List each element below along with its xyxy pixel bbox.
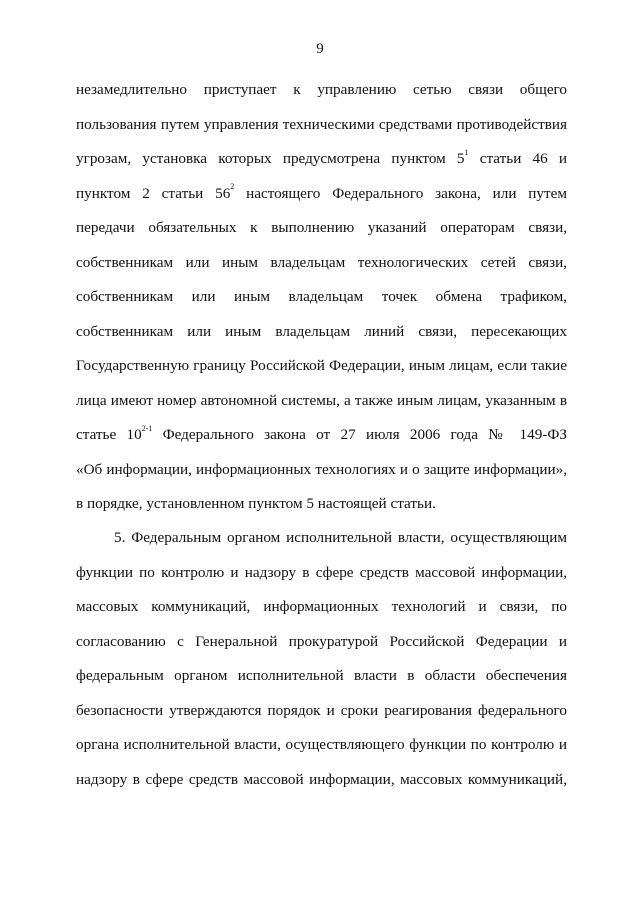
- text-line: безопасности утверждаются порядок и сроки реагирования федерального: [76, 701, 567, 719]
- text-line: передачи обязательных к выполнению указаний операторам связи,: [76, 219, 567, 236]
- text-fragment: статьи 46 и: [468, 150, 568, 167]
- paragraph-item-5: [76, 521, 567, 797]
- text-line: органа исполнительной власти, осуществляющего функции по контролю и: [76, 736, 567, 753]
- text-line: 5. Федеральным органом исполнительной власти, осуществляющим: [114, 529, 567, 546]
- text-line: [76, 418, 567, 453]
- text-line: надзору в сфере средств массовой информации, массовых коммуникаций,: [76, 770, 567, 788]
- text-line: [76, 142, 567, 177]
- text-line: согласованию с Генеральной прокуратурой Российской Федерации и: [76, 632, 567, 650]
- paragraph-continuation: [76, 73, 567, 522]
- text-line: массовых коммуникаций, информационных технологий и связи, по: [76, 598, 567, 615]
- text-line: федеральным органом исполнительной власти в области обеспечения: [76, 667, 567, 684]
- text-line: лица имеют номер автономной системы, а также иным лицам, указанным в: [76, 391, 567, 409]
- superscript: 2-1: [141, 423, 153, 433]
- text-fragment: Федерального закона от 27 июля 2006 года № 149-ФЗ: [152, 426, 567, 443]
- text-line: в порядке, установленном пунктом 5 настоящей статьи.: [76, 495, 436, 512]
- text-line: функции по контролю и надзору в сфере средств массовой информации,: [76, 563, 567, 581]
- text-line: незамедлительно приступает к управлению сетью связи общего: [76, 81, 567, 98]
- text-line: «Об информации, информационных технологиях и о защите информации»,: [76, 460, 567, 478]
- text-line: пользования путем управления техническими средствами противодействия: [76, 115, 567, 133]
- text-fragment: угрозам, установка которых предусмотрена пунктом 5: [76, 150, 465, 167]
- page-number: 9: [316, 41, 324, 57]
- text-line: собственникам или иным владельцам технологических сетей связи,: [76, 253, 567, 271]
- superscript: 2: [230, 182, 235, 192]
- text-line: [76, 177, 567, 212]
- text-fragment: пунктом 2 статьи 56: [76, 184, 231, 202]
- text-line: Государственную границу Российской Федерации, иным лицам, если такие: [76, 357, 567, 374]
- text-fragment: статье 10: [76, 426, 142, 443]
- text-fragment: настоящего Федерального закона, или путем: [234, 184, 568, 202]
- superscript: 1: [464, 147, 469, 157]
- text-line: собственникам или иным владельцам точек обмена трафиком,: [76, 288, 567, 305]
- text-line: собственникам или иным владельцам линий связи, пересекающих: [76, 322, 567, 340]
